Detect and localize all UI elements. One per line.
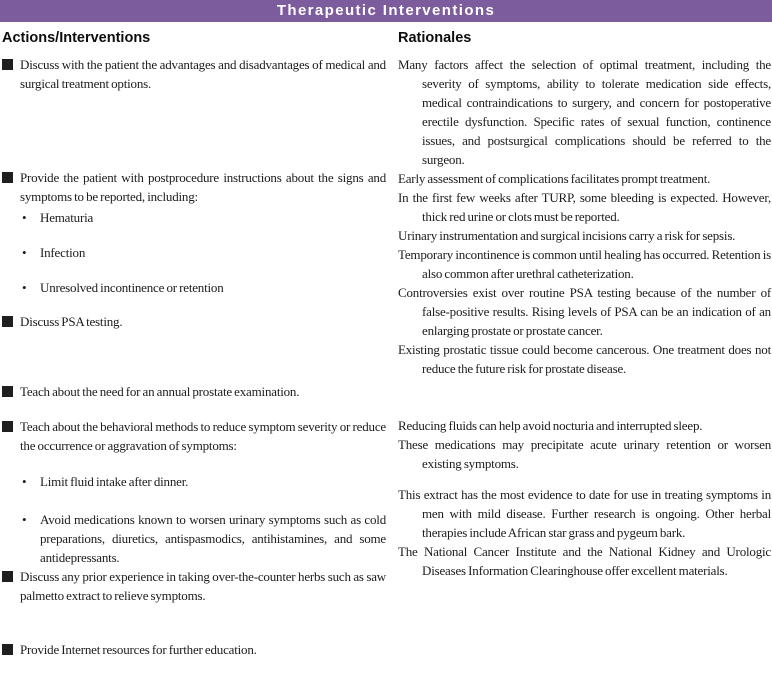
action-subitem bbox=[2, 243, 386, 262]
action-item bbox=[2, 640, 386, 659]
action-text: Limit fluid intake after dinner. bbox=[40, 474, 189, 489]
rationale-paragraph: Urinary instrumentation and surgical incisions carry a risk for sepsis. bbox=[398, 228, 736, 243]
square-bullet-icon bbox=[2, 382, 20, 397]
action-item bbox=[2, 55, 386, 93]
square-bullet-icon bbox=[2, 567, 20, 582]
action-item bbox=[2, 312, 386, 331]
action-text: Discuss any prior experience in taking over-the-counter herbs such as saw palmetto extract to relieve symptoms. bbox=[20, 569, 386, 603]
action-text: Discuss PSA testing. bbox=[20, 314, 123, 329]
action-subitem bbox=[2, 278, 386, 297]
action-text: Hematuria bbox=[40, 210, 94, 225]
rationale-paragraph: Reducing fluids can help avoid nocturia and interrupted sleep. bbox=[398, 418, 703, 433]
rationale-paragraph: Temporary incontinence is common until healing has occurred. Retention is also common after urethral catheterization. bbox=[398, 247, 771, 281]
action-subitem bbox=[2, 208, 386, 227]
action-text: Discuss with the patient the advantages and disadvantages of medical and surgical treatment options. bbox=[20, 57, 386, 91]
dot-bullet-icon bbox=[22, 510, 40, 529]
actions-column-header: Actions/Interventions bbox=[2, 30, 151, 46]
column-headers bbox=[0, 30, 772, 47]
dot-bullet-icon bbox=[22, 278, 40, 297]
rationale-paragraph: Existing prostatic tissue could become cancerous. One treatment does not reduce the future risk for prostate disease. bbox=[398, 342, 771, 376]
action-text: Teach about the need for an annual prostate examination. bbox=[20, 384, 300, 399]
rationales-column-header: Rationales bbox=[398, 30, 472, 46]
square-bullet-icon bbox=[2, 168, 20, 183]
action-text: Provide the patient with postprocedure instructions about the signs and symptoms to be reported, including: bbox=[20, 170, 386, 204]
rationale-paragraph: This extract has the most evidence to date for use in treating symptoms in men with mild disease. Further research is ongoing. Other herbal therapies include African star grass and pygeum bark. bbox=[398, 487, 771, 540]
action-text: Infection bbox=[40, 245, 86, 260]
square-bullet-icon bbox=[2, 312, 20, 327]
square-bullet-icon bbox=[2, 640, 20, 655]
action-subitem bbox=[2, 472, 386, 491]
rationale-paragraph: The National Cancer Institute and the National Kidney and Urologic Diseases Information Clearinghouse offer excellent materials. bbox=[398, 544, 771, 578]
rationale-paragraph: Early assessment of complications facilitates prompt treatment. bbox=[398, 171, 711, 186]
dot-bullet-icon bbox=[22, 243, 40, 262]
action-subitem bbox=[2, 510, 386, 567]
action-text: Teach about the behavioral methods to reduce symptom severity or reduce the occurrence or aggravation of symptoms: bbox=[20, 419, 386, 453]
table-body bbox=[0, 55, 772, 683]
square-bullet-icon bbox=[2, 417, 20, 432]
square-bullet-icon bbox=[2, 55, 20, 70]
rationale-paragraph: In the first few weeks after TURP, some bleeding is expected. However, thick red urine or clots must be reported. bbox=[398, 190, 771, 224]
action-item bbox=[2, 417, 386, 472]
action-item bbox=[2, 168, 386, 206]
action-item bbox=[2, 567, 386, 605]
rationale-paragraph: Controversies exist over routine PSA testing because of the number of false-positive results. Rising levels of PSA can be an indication of an enlarging prostate or prostate cancer. bbox=[398, 285, 771, 338]
dot-bullet-icon bbox=[22, 208, 40, 227]
action-item bbox=[2, 382, 386, 401]
action-text: Unresolved incontinence or retention bbox=[40, 280, 224, 295]
action-text: Provide Internet resources for further education. bbox=[20, 642, 257, 657]
table-title-band bbox=[0, 0, 772, 22]
actions-column bbox=[2, 55, 386, 659]
rationale-paragraph: Many factors affect the selection of optimal treatment, including the severity of symptoms, ability to tolerate medication side effects, medical contraindications to surgery, and concern for postoperative erectile dysfunction. Specific rates of sexual function, continence issues, and postsurgical complications should be referred to the surgeon. bbox=[398, 57, 771, 167]
rationale-paragraph: These medications may precipitate acute urinary retention or worsen existing symptoms. bbox=[398, 437, 771, 471]
dot-bullet-icon bbox=[22, 472, 40, 491]
table-title: Therapeutic Interventions bbox=[276, 2, 496, 19]
rationales-column bbox=[398, 55, 771, 580]
action-text: Avoid medications known to worsen urinary symptoms such as cold preparations, diuretics, antispasmodics, antihistamines, and some antidepressants. bbox=[40, 512, 386, 565]
